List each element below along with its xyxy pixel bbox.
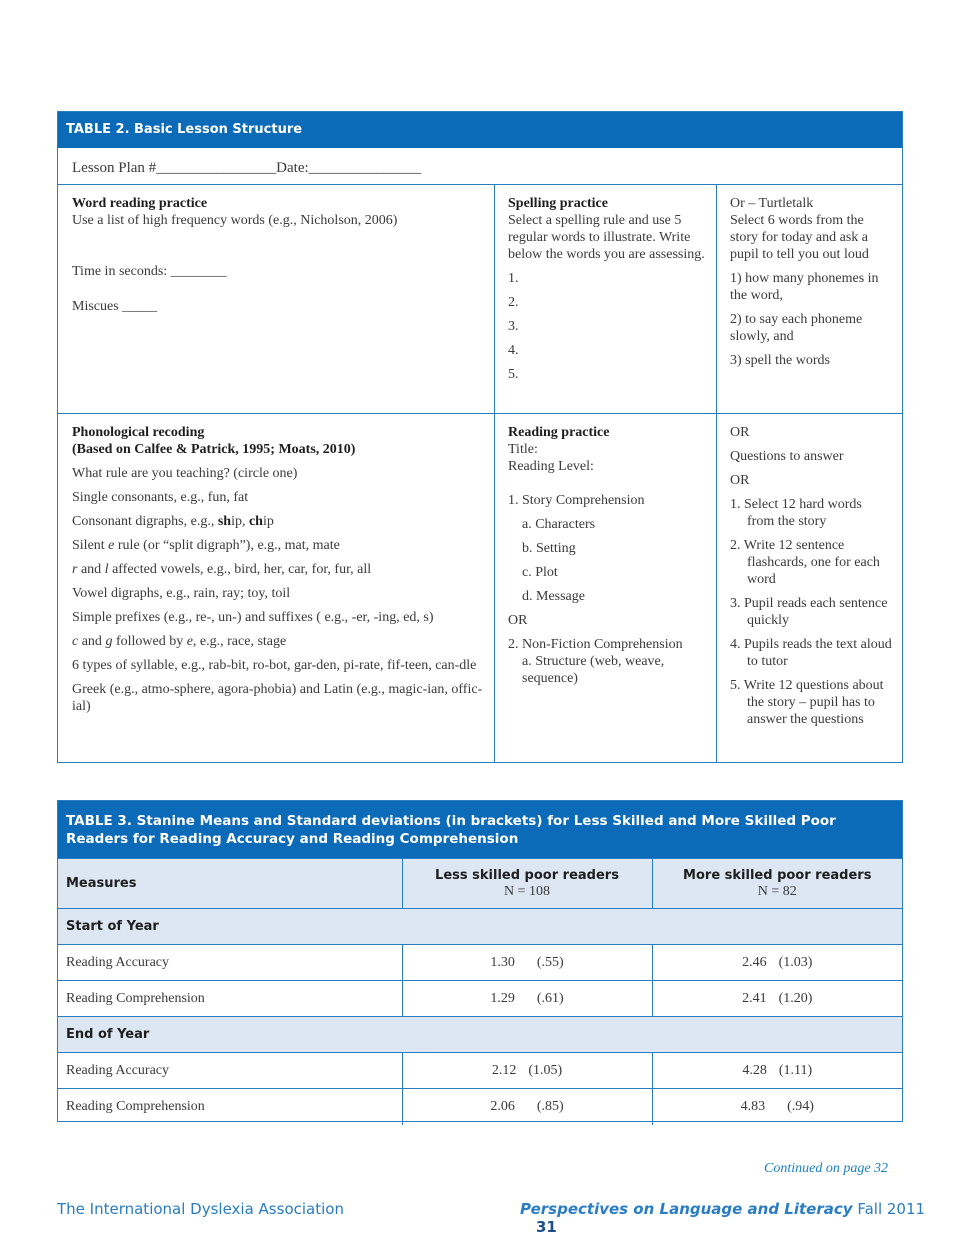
rule-question: What rule are you teaching? (circle one) [72,466,298,481]
measure-cell: Reading Comprehension [58,1089,402,1125]
table-row [58,981,902,1017]
rule-prefixes-suffixes: Simple prefixes (e.g., re-, un-) and suffixes ( e.g., -er, -ing, ed, s) [72,610,434,625]
reading-heading: Reading practice [508,425,610,440]
turtletalk-heading: Or – Turtletalk [730,196,814,211]
questions-item: 5. Write 12 questions about the story – pupil has to answer the questions [730,678,884,727]
spelling-item: 3. [508,319,519,334]
table-row [58,1053,902,1089]
questions-heading: Questions to answer [730,449,844,464]
questions-or: OR [730,473,750,488]
turtletalk-item: 3) spell the words [730,353,830,368]
reading-title: Title: [508,442,538,457]
non-fiction-sub-item: a. Structure (web, weave, sequence) [522,654,665,686]
rule-r-l-vowels: r and l affected vowels, e.g., bird, her, car, for, fur, all [72,562,372,577]
rule-greek-latin: Greek (e.g., atmo-sphere, agora-phobia) and Latin (e.g., magic-ian, offic-ial) [72,682,483,714]
measures-header: Measures [58,859,402,909]
story-sub-item: d. Message [522,589,585,604]
turtletalk-item: 1) how many phonemes in the word, [730,271,879,303]
reading-or: OR [508,613,528,628]
less-skilled-value: 2.06 (.85) [402,1089,652,1125]
more-skilled-value: 4.28 (1.11) [652,1053,902,1089]
publication-title: Perspectives on Language and Literacy [520,1200,853,1218]
more-skilled-header: More skilled poor readers N = 82 [652,859,902,909]
rule-silent-e: Silent e rule (or “split digraph”), e.g., mat, mate [72,538,340,553]
questions-item: 2. Write 12 sentence flashcards, one for each word [730,538,880,587]
spelling-heading: Spelling practice [508,196,608,211]
measure-cell: Reading Accuracy [58,1053,402,1089]
table-3-title: TABLE 3. Stanine Means and Standard deviations (in brackets) for Less Skilled and More Skilled Poor Readers for Reading Accuracy and Reading Comprehension [58,801,902,858]
questions-cell [717,414,902,763]
turtletalk-item: 2) to say each phoneme slowly, and [730,312,863,344]
measure-cell: Reading Comprehension [58,981,402,1017]
reading-level: Reading Level: [508,459,594,474]
table-3 [57,800,903,1122]
story-sub-item: c. Plot [522,565,558,580]
footer-organization: The International Dyslexia Association [57,1200,344,1218]
questions-item: 3. Pupil reads each sentence quickly [730,596,888,628]
more-skilled-value: 4.83 (.94) [652,1089,902,1125]
less-skilled-value: 1.29 (.61) [402,981,652,1017]
measure-cell: Reading Accuracy [58,945,402,981]
story-comprehension: 1. Story Comprehension [508,493,645,508]
stanine-table [58,858,902,1125]
continued-note: Continued on page 32 [764,1161,889,1176]
table-2-row-2 [58,414,902,763]
spelling-item: 2. [508,295,519,310]
table-row [58,1089,902,1125]
phonological-subheading: (Based on Calfee & Patrick, 1995; Moats, 2010) [72,442,356,457]
table-2-title: TABLE 2. Basic Lesson Structure [58,112,902,148]
rule-c-g: c and g followed by e, e.g., race, stage [72,634,287,649]
questions-item: 1. Select 12 hard words from the story [730,497,862,529]
table-header-row [58,859,902,909]
lesson-plan-line: Lesson Plan #________________Date:_______________ [58,148,902,185]
page-number: 31 [536,1218,557,1236]
rule-vowel-digraphs: Vowel digraphs, e.g., rain, ray; toy, toil [72,586,291,601]
more-skilled-value: 2.46 (1.03) [652,945,902,981]
spelling-item: 1. [508,271,519,286]
section-label: End of Year [58,1017,902,1053]
table-2-row-1 [58,185,902,414]
less-skilled-value: 2.12 (1.05) [402,1053,652,1089]
questions-item: 4. Pupils reads the text aloud to tutor [730,637,892,669]
non-fiction-comprehension: 2. Non-Fiction Comprehension [508,637,683,652]
rule-syllable-types: 6 types of syllable, e.g., rab-bit, ro-bot, gar-den, pi-rate, fif-teen, can-dle [72,658,477,673]
phonological-heading: Phonological recoding [72,425,205,440]
phonological-cell [58,414,495,763]
spelling-item: 4. [508,343,519,358]
less-skilled-header: Less skilled poor readers N = 108 [402,859,652,909]
table-2 [57,111,903,763]
word-reading-heading: Word reading practice [72,196,208,211]
story-sub-item: a. Characters [522,517,596,532]
story-sub-item: b. Setting [522,541,576,556]
section-row [58,909,902,945]
turtletalk-text: Select 6 words from the story for today and ask a pupil to tell you out loud [730,213,869,262]
turtletalk-cell [717,185,902,413]
word-reading-text: Use a list of high frequency words (e.g., Nicholson, 2006) [72,213,398,228]
reading-practice-cell [495,414,717,763]
footer-publication-info [520,1200,960,1236]
rule-single-consonants: Single consonants, e.g., fun, fat [72,490,249,505]
time-in-seconds: Time in seconds: ________ [72,264,227,279]
questions-or: OR [730,425,750,440]
table-row [58,945,902,981]
spelling-item: 5. [508,367,519,382]
miscues: Miscues _____ [72,299,158,314]
rule-consonant-digraphs: Consonant digraphs, e.g., ship, chip [72,514,274,529]
spelling-text: Select a spelling rule and use 5 regular words to illustrate. Write below the words you are assessing. [508,213,705,262]
more-skilled-value: 2.41 (1.20) [652,981,902,1017]
section-row [58,1017,902,1053]
issue: Fall 2011 [857,1200,926,1218]
word-reading-cell [58,185,495,413]
section-label: Start of Year [58,909,902,945]
less-skilled-value: 1.30 (.55) [402,945,652,981]
spelling-cell [495,185,717,413]
